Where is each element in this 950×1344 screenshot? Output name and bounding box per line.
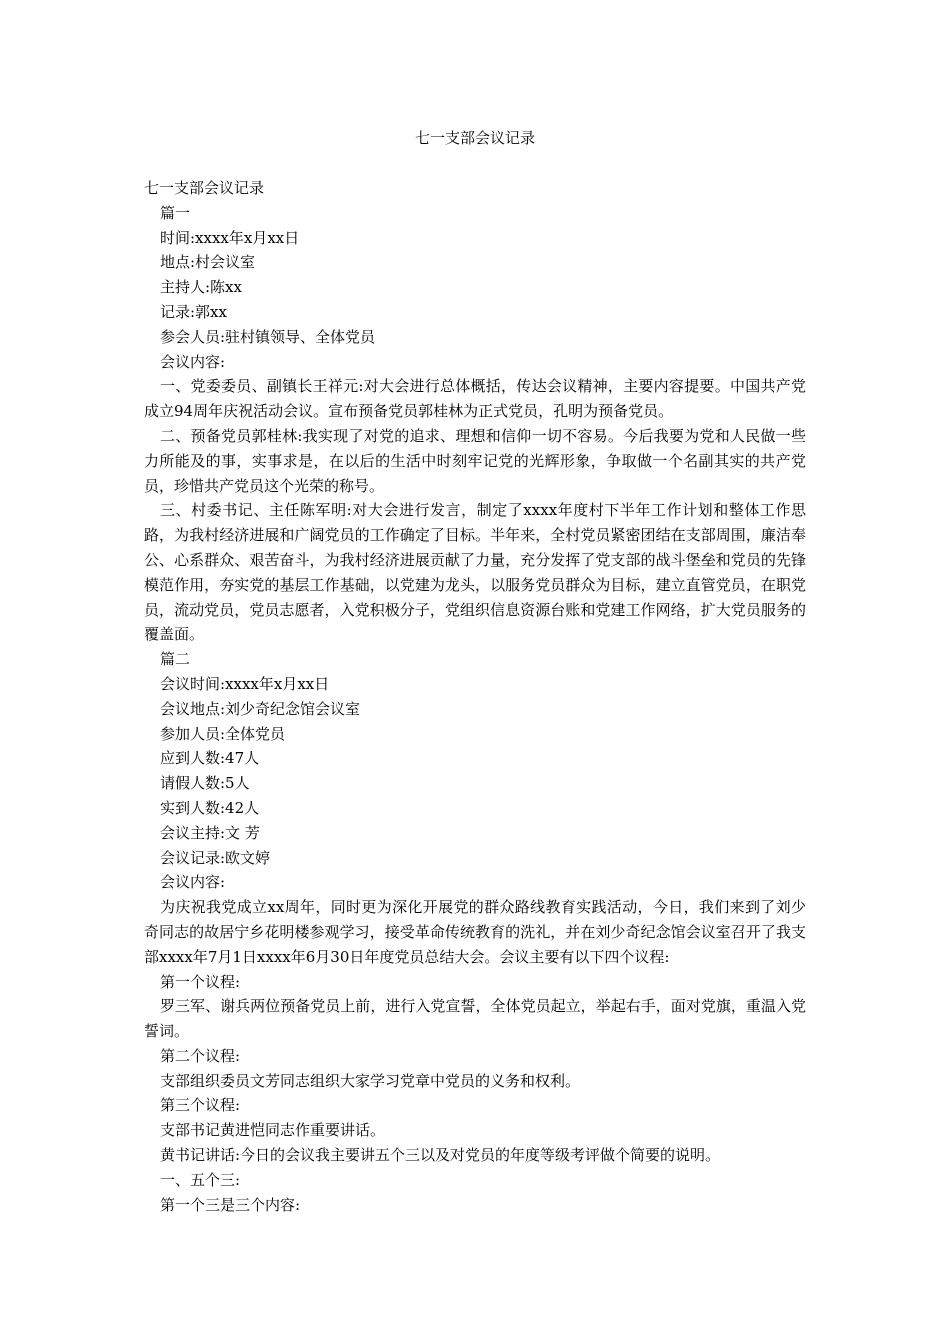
document-body <box>144 176 806 1217</box>
part1-content-label: 会议内容: <box>160 352 226 371</box>
part1-heading: 篇一 <box>160 203 191 222</box>
document-title: 七一支部会议记录 <box>414 129 535 147</box>
agenda-2-text: 支部组织委员文芳同志组织大家学习党章中党员的义务和权利。 <box>160 1071 581 1090</box>
secretary-speech: 黄书记讲话:今日的会议我主要讲五个三以及对党员的年度等级考评做个简要的说明。 <box>160 1146 721 1165</box>
part2-participants: 参加人员:全体党员 <box>160 724 286 743</box>
agenda-3-label: 第三个议程: <box>160 1096 241 1115</box>
part1-host: 主持人:陈xx <box>160 278 242 297</box>
part1-paragraph-2: 二、预备党员郭桂林:我实现了对党的追求、理想和信仰一切不容易。今后我要为党和人民做一些力所能及的事，实事求是，在以后的生活中时刻牢记党的光辉形象，争取做一个名副其实的共产党员，珍惜共产党员这个光荣的称号。 <box>144 426 806 495</box>
part2-leave: 请假人数:5人 <box>160 774 250 793</box>
part2-intro-paragraph: 为庆祝我党成立xx周年，同时更为深化开展党的群众路线教育实践活动，今日，我们来到了刘少奇同志的故居宁乡花明楼参观学习，接受革命传统教育的洗礼，并在刘少奇纪念馆会议室召开了我支部xxxx年7月1日xxxx年6月30日年度党员总结大会。会议主要有以下四个议程: <box>144 898 806 966</box>
part2-time: 会议时间:xxxx年x月xx日 <box>160 674 330 693</box>
part2-heading: 篇二 <box>160 650 191 669</box>
part2-content-label: 会议内容: <box>160 873 226 892</box>
first-three-heading: 第一个三是三个内容: <box>160 1195 301 1214</box>
part2-recorder: 会议记录:欧文婷 <box>160 848 271 867</box>
part2-place: 会议地点:刘少奇纪念馆会议室 <box>160 699 361 718</box>
part2-expected: 应到人数:47人 <box>160 749 260 768</box>
agenda-3-text: 支部书记黄进恺同志作重要讲话。 <box>160 1121 386 1140</box>
agenda-1-label: 第一个议程: <box>160 972 241 991</box>
part1-time: 时间:xxxx年x月xx日 <box>160 228 300 247</box>
part1-paragraph-1: 一、党委委员、副镇长王祥元:对大会进行总体概括，传达会议精神，主要内容提要。中国共产党成立94周年庆祝活动会议。宣布预备党员郭桂林为正式党员，孔明为预备党员。 <box>144 377 806 421</box>
part2-host: 会议主持:文 芳 <box>160 823 260 842</box>
agenda-1-text: 罗三军、谢兵两位预备党员上前，进行入党宣誓，全体党员起立，举起右手，面对党旗，重温入党誓词。 <box>144 997 806 1041</box>
part1-attendees: 参会人员:驻村镇领导、全体党员 <box>160 327 376 346</box>
part1-paragraph-3: 三、村委书记、主任陈军明:对大会进行发言，制定了xxxx年度村下半年工作计划和整体工作思路，为我村经济进展和广阔党员的工作确定了目标。半年来，全村党员紧密团结在支部周围，廉洁奉公、心系群众、艰苦奋斗，为我村经济进展贡献了力量，充分发挥了党支部的战斗堡垒和党员的先锋模范作用，夯实党的基层工作基础，以党建为龙头，以服务党员群众为目标，建立直管党员，在职党员，流动党员，党员志愿者，入党积极分子，党组织信息资源台账和党建工作网络，扩大党员服务的覆盖面。 <box>144 501 806 644</box>
agenda-2-label: 第二个议程: <box>160 1046 241 1065</box>
document-subtitle: 七一支部会议记录 <box>144 179 265 197</box>
section-five-threes: 一、五个三: <box>160 1170 241 1189</box>
part1-recorder: 记录:郭xx <box>160 302 227 321</box>
part2-actual: 实到人数:42人 <box>160 798 260 817</box>
part1-place: 地点:村会议室 <box>160 253 256 272</box>
